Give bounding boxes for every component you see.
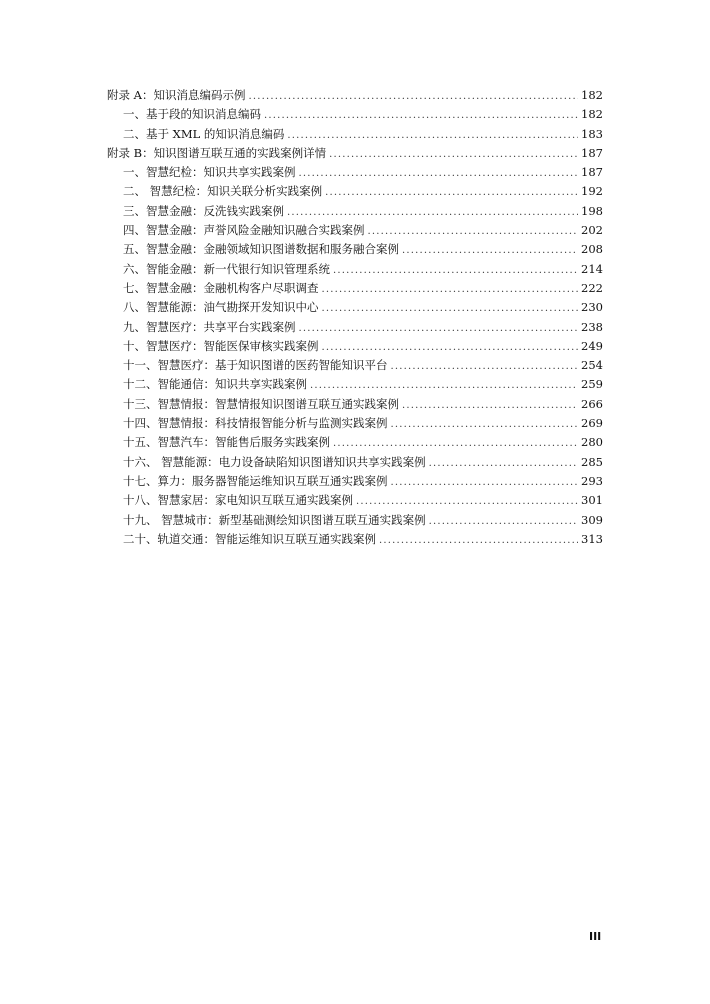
toc-entry-page: 187 — [581, 165, 603, 180]
toc-entry-page: 249 — [581, 338, 603, 353]
toc-entry[interactable] — [107, 414, 603, 433]
toc-entry[interactable] — [107, 511, 603, 530]
toc-entry-label: 十一、智慧医疗：基于知识图谱的医药智能知识平台 — [123, 358, 388, 373]
toc-entry[interactable] — [107, 105, 603, 124]
toc-entry-page: 187 — [581, 145, 603, 160]
toc-entry[interactable] — [107, 491, 603, 510]
toc-entry-label: 二、基于 XML 的知识消息编码 — [123, 126, 285, 141]
toc-entry[interactable] — [107, 125, 603, 144]
toc-entry-page: 230 — [581, 300, 603, 315]
toc-leader-dots — [299, 164, 579, 183]
toc-entry-page: 309 — [581, 512, 603, 527]
toc-entry-label: 十六、 智慧能源：电力设备缺陷知识图谱知识共享实践案例 — [123, 454, 426, 469]
page-number: III — [589, 930, 602, 943]
toc-leader-dots — [329, 145, 578, 164]
toc-entry-label: 十九、 智慧城市：新型基础测绘知识图谱互联互通实践案例 — [123, 512, 426, 527]
toc-leader-dots — [264, 106, 578, 125]
toc-entry-label: 三、智慧金融：反洗钱实践案例 — [123, 203, 284, 218]
toc-entry-page: 202 — [581, 223, 603, 238]
toc-entry-label: 一、基于段的知识消息编码 — [123, 107, 261, 122]
toc-appendix-entry[interactable] — [107, 86, 603, 105]
toc-leader-dots — [391, 357, 579, 376]
toc-entry-page: 293 — [581, 473, 603, 488]
toc-entry[interactable] — [107, 453, 603, 472]
toc-leader-dots — [299, 319, 579, 338]
toc-entry-page: 238 — [581, 319, 603, 334]
toc-entry-page: 192 — [581, 184, 603, 199]
toc-entry-page: 280 — [581, 435, 603, 450]
toc-entry-label: 九、智慧医疗：共享平台实践案例 — [123, 319, 296, 334]
toc-entry-label: 十二、智能通信：知识共享实践案例 — [123, 377, 307, 392]
toc-leader-dots — [322, 280, 579, 299]
toc-entry-label: 六、智能金融：新一代银行知识管理系统 — [123, 261, 330, 276]
toc-entry[interactable] — [107, 240, 603, 259]
toc-entry-label: 二、 智慧纪检：知识关联分析实践案例 — [123, 184, 323, 199]
toc-leader-dots — [379, 531, 578, 550]
toc-entry-page: 183 — [581, 126, 603, 141]
toc-entry[interactable] — [107, 530, 603, 549]
toc-entry[interactable] — [107, 375, 603, 394]
toc-entry[interactable] — [107, 337, 603, 356]
toc-entry[interactable] — [107, 163, 603, 182]
toc-entry-label: 十五、智慧汽车：智能售后服务实践案例 — [123, 435, 330, 450]
toc-entry-label: 十三、智慧情报：智慧情报知识图谱互联互通实践案例 — [123, 396, 399, 411]
toc-entry[interactable] — [107, 356, 603, 375]
toc-leader-dots — [356, 492, 578, 511]
table-of-contents — [107, 86, 603, 549]
toc-entry[interactable] — [107, 202, 603, 221]
toc-entry-label: 七、智慧金融：金融机构客户尽职调查 — [123, 280, 319, 295]
toc-appendix-entry[interactable] — [107, 144, 603, 163]
toc-leader-dots — [429, 512, 578, 531]
toc-leader-dots — [402, 396, 578, 415]
toc-entry-page: 208 — [581, 242, 603, 257]
toc-entry[interactable] — [107, 221, 603, 240]
toc-entry[interactable] — [107, 318, 603, 337]
toc-entry-page: 214 — [581, 261, 603, 276]
toc-entry-page: 269 — [581, 416, 603, 431]
toc-leader-dots — [391, 473, 579, 492]
toc-leader-dots — [325, 183, 578, 202]
toc-entry-label: 附录 B：知识图谱互联互通的实践案例详情 — [107, 145, 327, 160]
toc-leader-dots — [333, 261, 578, 280]
toc-entry-page: 182 — [581, 88, 603, 102]
toc-leader-dots — [322, 338, 579, 357]
toc-entry-page: 259 — [581, 377, 603, 392]
toc-leader-dots — [287, 126, 578, 145]
toc-leader-dots — [429, 454, 578, 473]
toc-entry-label: 五、智慧金融：金融领域知识图谱数据和服务融合案例 — [123, 242, 399, 257]
toc-leader-dots — [287, 203, 578, 222]
toc-leader-dots — [310, 376, 578, 395]
toc-entry[interactable] — [107, 472, 603, 491]
toc-leader-dots — [322, 299, 579, 318]
toc-entry[interactable] — [107, 182, 603, 201]
toc-entry-page: 182 — [581, 107, 603, 122]
toc-entry-page: 266 — [581, 396, 603, 411]
toc-entry[interactable] — [107, 260, 603, 279]
toc-entry-label: 四、智慧金融：声誉风险金融知识融合实践案例 — [123, 223, 365, 238]
toc-entry-page: 222 — [581, 280, 603, 295]
toc-entry-label: 一、智慧纪检：知识共享实践案例 — [123, 165, 296, 180]
toc-leader-dots — [368, 222, 579, 241]
toc-entry[interactable] — [107, 279, 603, 298]
toc-leader-dots — [333, 434, 578, 453]
toc-entry-page: 285 — [581, 454, 603, 469]
toc-entry-label: 十七、算力：服务器智能运维知识互联互通实践案例 — [123, 473, 388, 488]
toc-entry-page: 254 — [581, 358, 603, 373]
toc-leader-dots — [402, 241, 578, 260]
toc-leader-dots — [391, 415, 579, 434]
toc-entry-page: 198 — [581, 203, 603, 218]
toc-entry-label: 十八、智慧家居：家电知识互联互通实践案例 — [123, 493, 353, 508]
toc-entry-label: 二十、轨道交通：智能运维知识互联互通实践案例 — [123, 531, 376, 546]
toc-leader-dots — [248, 87, 578, 106]
toc-entry-label: 十、智慧医疗：智能医保审核实践案例 — [123, 338, 319, 353]
toc-entry-label: 附录 A：知识消息编码示例 — [107, 88, 246, 102]
toc-entry-label: 十四、智慧情报：科技情报智能分析与监测实践案例 — [123, 416, 388, 431]
toc-entry[interactable] — [107, 395, 603, 414]
toc-entry-page: 313 — [581, 531, 603, 546]
toc-entry[interactable] — [107, 298, 603, 317]
toc-entry-label: 八、智慧能源：油气勘探开发知识中心 — [123, 300, 319, 315]
toc-entry-page: 301 — [581, 493, 603, 508]
toc-entry[interactable] — [107, 433, 603, 452]
